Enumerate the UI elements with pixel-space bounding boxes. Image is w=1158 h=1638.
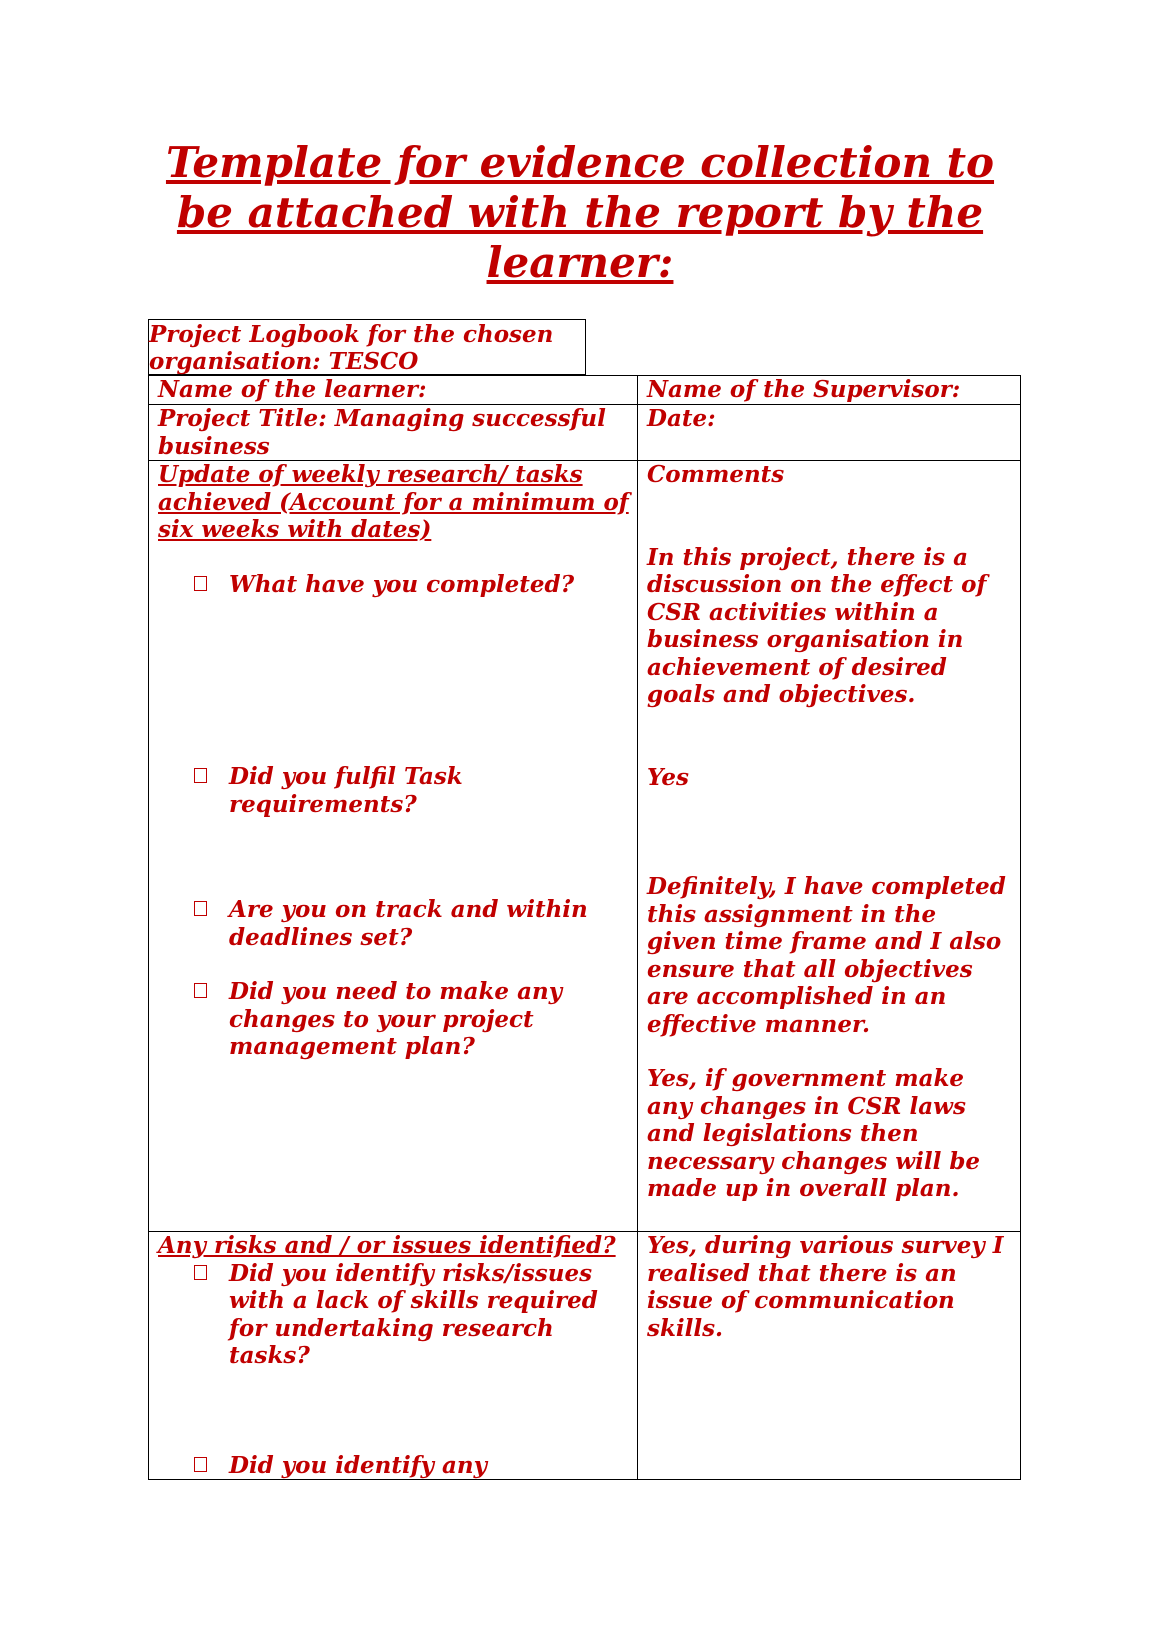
learner-name-cell xyxy=(149,376,638,405)
table-row xyxy=(149,1232,1021,1480)
supervisor-name-cell xyxy=(638,376,1021,405)
checkbox-bullet-icon xyxy=(194,901,207,916)
risks-cell xyxy=(149,1232,638,1480)
weekly-questions-list xyxy=(158,571,629,1061)
comments-cell xyxy=(638,461,1021,1232)
supervisor-name-label: Name of the Supervisor: xyxy=(647,376,961,403)
question-skills: Did you identify risks/issues with a lack of skills required for undertaking research tasks? xyxy=(158,1260,629,1370)
document-title: Template for evidence collection to be attached with the report by the learner: xyxy=(165,138,995,287)
question-identify-any: Did you identify any xyxy=(158,1452,629,1480)
answer-fulfil: Yes xyxy=(647,763,690,791)
logbook-organisation-box xyxy=(148,319,586,375)
checkbox-bullet-icon xyxy=(194,983,207,998)
answer-completed: In this project, there is a discussion on the effect of CSR activities within a business organisation in achievement of desired goals and objectives. xyxy=(647,543,987,708)
checkbox-bullet-icon xyxy=(194,1265,207,1280)
table-row xyxy=(149,376,1021,405)
logbook-line-1: Project Logbook for the chosen xyxy=(149,321,554,348)
risks-heading: Any risks and / or issues identified? xyxy=(158,1232,616,1259)
project-title: Project Title: Managing successful business xyxy=(158,405,606,460)
checkbox-bullet-icon xyxy=(194,1457,207,1472)
answer-skills: Yes, during various survey I realised that there is an issue of communication skills. xyxy=(647,1232,1004,1342)
question-fulfil: Did you fulfil Task requirements? xyxy=(158,763,629,818)
risks-comments-cell xyxy=(638,1232,1021,1480)
question-track: Are you on track and within deadlines set? xyxy=(158,896,629,951)
question-changes: Did you need to make any changes to your project management plan? xyxy=(158,978,629,1061)
checkbox-bullet-icon xyxy=(194,576,207,591)
table-row xyxy=(149,405,1021,461)
answer-changes: Yes, if government make any changes in CSR laws and legislations then necessary changes will be made up in overall plan. xyxy=(647,1065,981,1202)
logbook-line-2: organisation: TESCO xyxy=(149,348,419,375)
answer-track: Definitely, I have completed this assignment in the given time frame and I also ensure that all objectives are accomplished in an effective manner. xyxy=(647,873,1006,1038)
logbook-table xyxy=(148,375,1021,1480)
checkbox-bullet-icon xyxy=(194,768,207,783)
table-row xyxy=(149,461,1021,1232)
date-label: Date: xyxy=(647,405,716,432)
weekly-update-cell xyxy=(149,461,638,1232)
risks-questions-list xyxy=(158,1260,629,1480)
date-cell xyxy=(638,405,1021,461)
comments-heading: Comments xyxy=(647,461,785,488)
question-completed: What have you completed? xyxy=(158,571,629,599)
project-title-cell xyxy=(149,405,638,461)
learner-name-label: Name of the learner: xyxy=(158,376,427,403)
weekly-update-heading: Update of weekly research/ tasks achieved (Account for a minimum of six weeks with dates) xyxy=(158,461,629,543)
